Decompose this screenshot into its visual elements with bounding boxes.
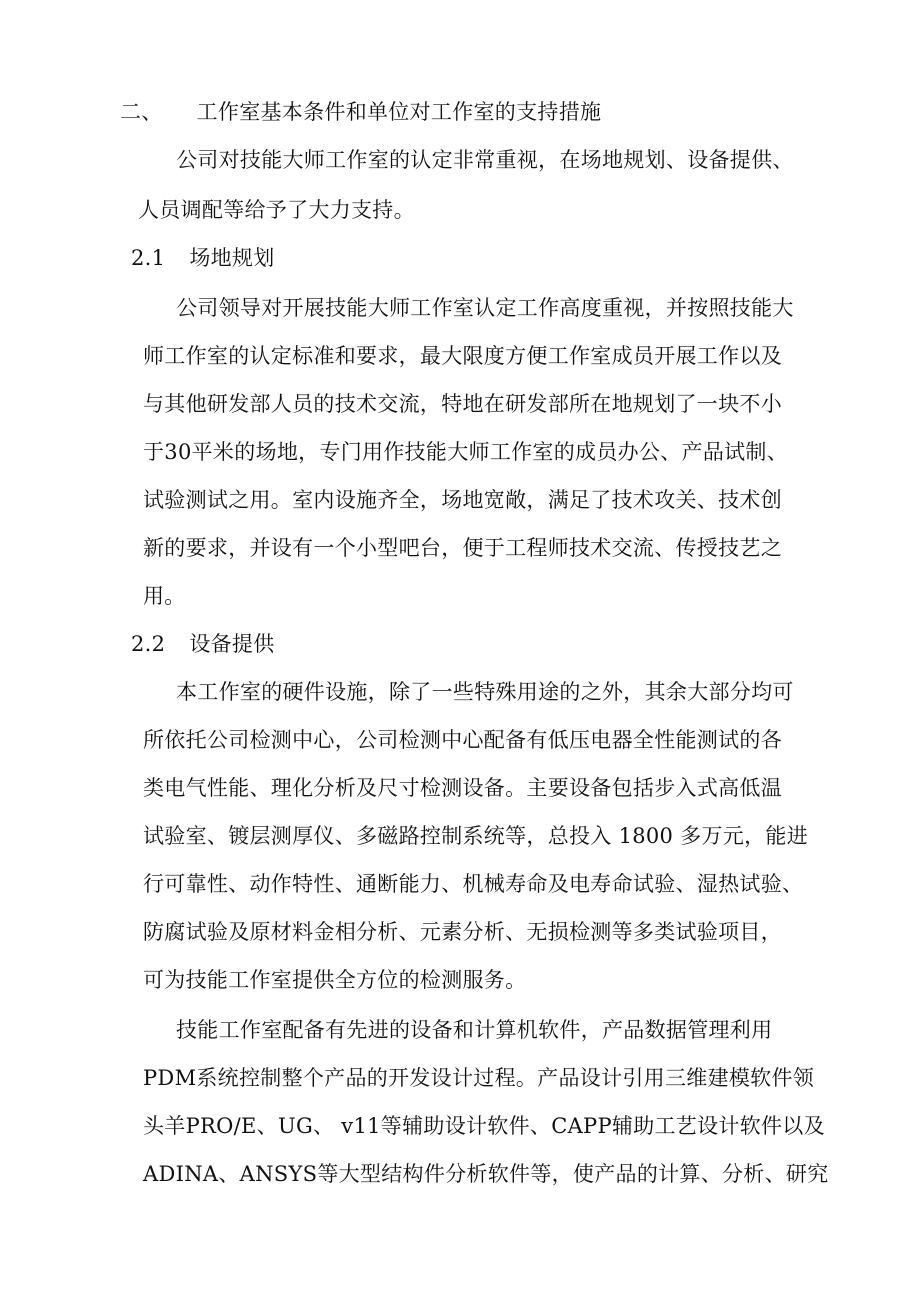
paragraph-line: 公司领导对开展技能大师工作室认定工作高度重视，并按照技能大 [176,296,794,320]
paragraph-line: 所依托公司检测中心，公司检测中心配备有低压电器全性能测试的各 [143,728,782,752]
paragraph-line: 与其他研发部人员的技术交流，特地在研发部所在地规划了一块不小 [143,392,782,416]
section-number: 二、 [120,100,163,124]
paragraph-line: 公司对技能大师工作室的认定非常重视，在场地规划、设备提供、 [176,148,794,172]
paragraph-line: 本工作室的硬件设施，除了一些特殊用途的之外，其余大部分均可 [176,680,794,704]
paragraph-line: 试验测试之用。室内设施齐全，场地宽敞，满足了技术攻关、技术创 [143,488,782,512]
paragraph-line: 技能工作室配备有先进的设备和计算机软件，产品数据管理利用 [176,1018,773,1042]
subsection-title: 场地规划 [189,246,275,270]
section-title: 工作室基本条件和单位对工作室的支持措施 [196,100,602,124]
subsection-heading [131,629,275,659]
paragraph-line: 头羊PRO/E、UG、 v11等辅助设计软件、CAPP辅助工艺设计软件以及 [143,1114,825,1138]
subsection-title: 设备提供 [189,632,275,656]
paragraph-line: 可为技能工作室提供全方位的检测服务。 [143,968,527,992]
paragraph-line: ADINA、ANSYS等大型结构件分析软件等，使产品的计算、分析、研究 [143,1162,829,1186]
paragraph-line: PDM系统控制整个产品的开发设计过程。产品设计引用三维建模软件领 [143,1066,815,1090]
subsection-number: 2.1 [131,246,166,270]
paragraph-line: 师工作室的认定标准和要求，最大限度方便工作室成员开展工作以及 [143,344,782,368]
paragraph-line: 用。 [143,584,186,608]
paragraph-line: 新的要求，并设有一个小型吧台，便于工程师技术交流、传授技艺之 [143,536,782,560]
paragraph-line: 类电气性能、理化分析及尺寸检测设备。主要设备包括步入式高低温 [143,776,782,800]
section-heading [120,97,601,127]
paragraph-line: 试验室、镀层测厚仪、多磁路控制系统等，总投入 1800 多万元，能进 [143,824,808,848]
subsection-number: 2.2 [131,632,166,656]
paragraph-line: 行可靠性、动作特性、通断能力、机械寿命及电寿命试验、湿热试验、 [143,872,804,896]
subsection-heading [131,243,275,273]
paragraph-line: 于30平米的场地，专门用作技能大师工作室的成员办公、产品试制、 [143,440,789,464]
paragraph-line: 防腐试验及原材料金相分析、元素分析、无损检测等多类试验项目， [143,920,782,944]
paragraph-line: 人员调配等给予了大力支持。 [138,198,415,222]
